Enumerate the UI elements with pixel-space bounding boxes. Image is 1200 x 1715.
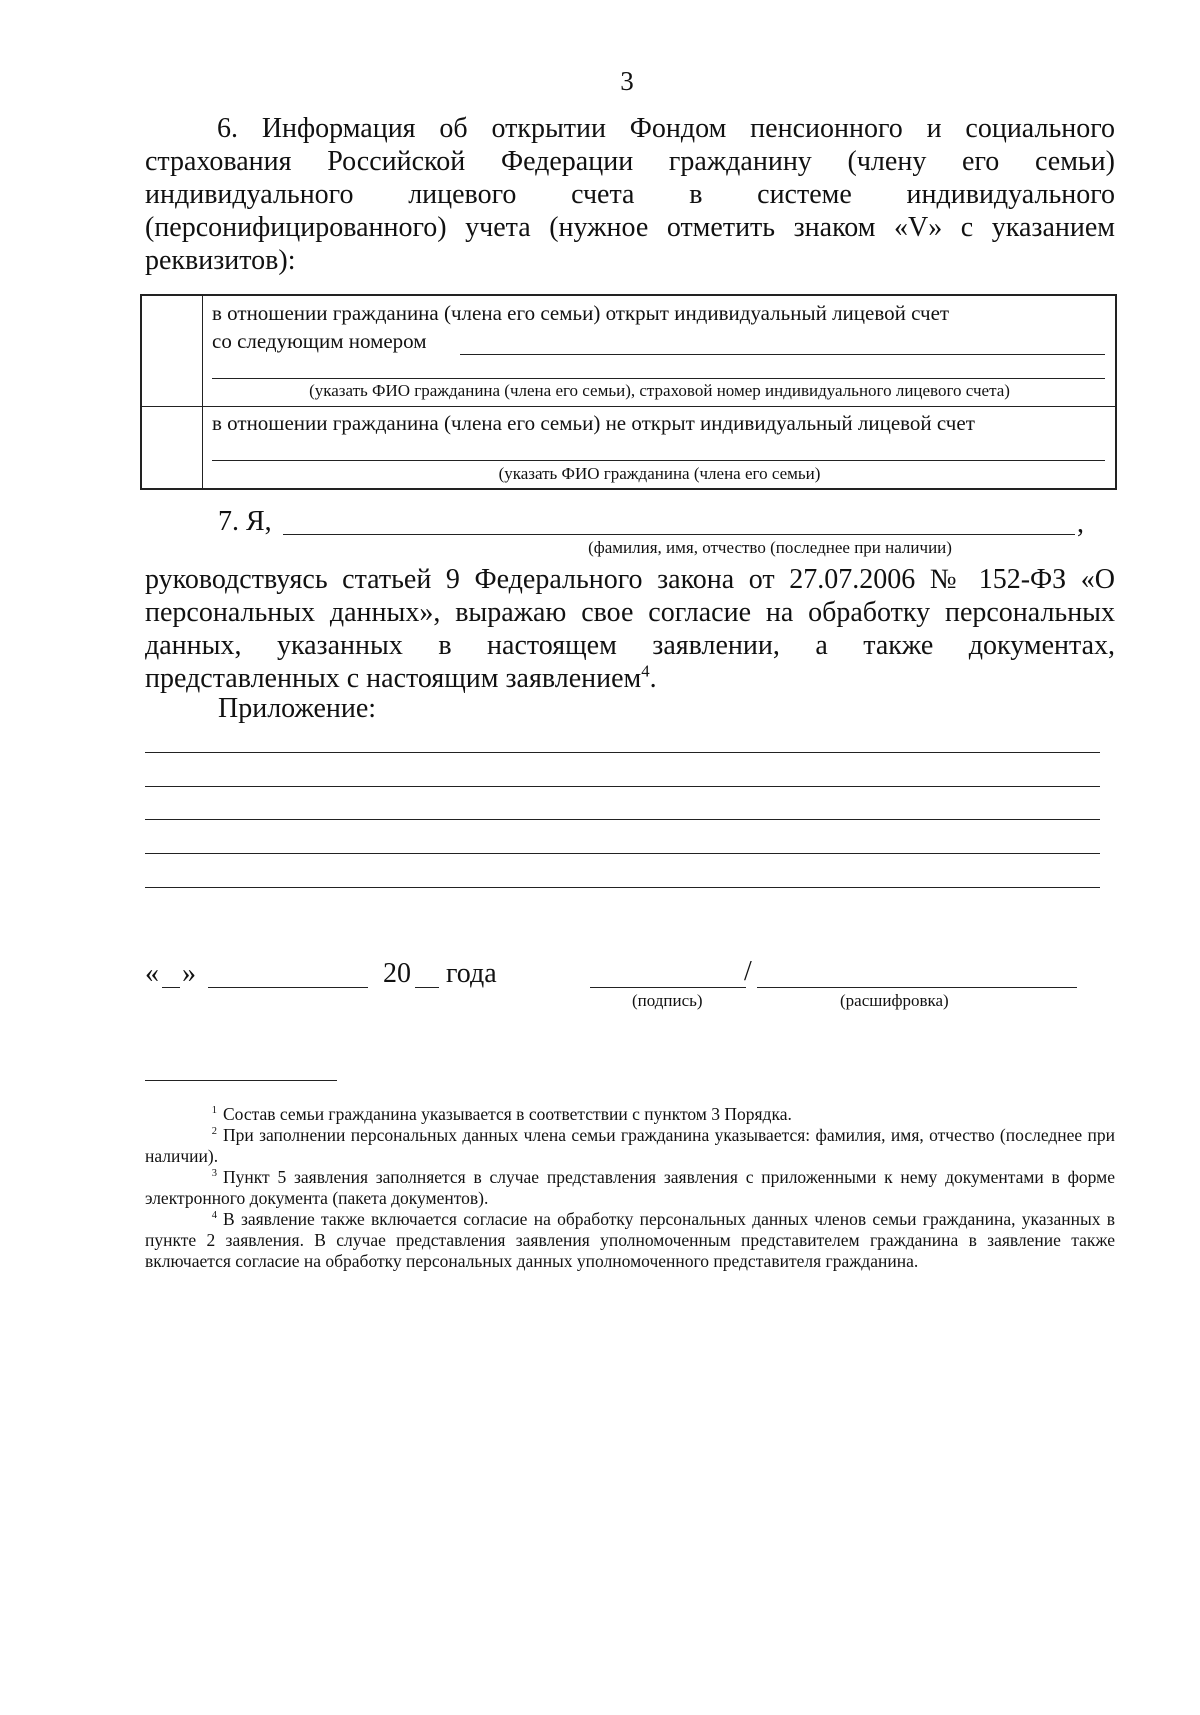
signature-caption: (подпись): [632, 991, 703, 1010]
appendix-line-5[interactable]: [145, 887, 1100, 888]
date-day-field[interactable]: [162, 987, 180, 988]
date-year-field[interactable]: [415, 987, 439, 988]
appendix-line-2[interactable]: [145, 786, 1100, 787]
row2-caption: (указать ФИО гражданина (члена его семьи): [498, 464, 821, 483]
section-7-head: 7. Я,: [218, 506, 272, 537]
applicant-fio-field[interactable]: [283, 534, 1075, 535]
footnote-1-number: 1: [211, 1105, 217, 1117]
signature-decode-field[interactable]: [757, 987, 1077, 988]
decode-caption: (расшифровка): [840, 991, 949, 1010]
footnote-4-number: 4: [211, 1210, 217, 1222]
date-quote-close: »: [182, 958, 196, 989]
date-month-field[interactable]: [208, 987, 368, 988]
signature-slash: /: [744, 956, 752, 987]
appendix-line-3[interactable]: [145, 819, 1100, 820]
section-6-paragraph: [145, 112, 1115, 277]
section-7-comma: ,: [1077, 508, 1084, 539]
section-6-text: 6. Информация об открытии Фондом пенсионного и социального страхования Российской Федерации гражданину (члену его семьи) индивидуального лицевого счета в системе индивидуального (персонифицированного) учета (нужное отметить знаком «V» с указанием реквизитов):: [145, 113, 1115, 276]
signature-field[interactable]: [590, 987, 746, 988]
section-7-paragraph: [145, 563, 1115, 695]
section-7-text: руководствуясь статьей 9 Федерального закона от 27.07.2006 № 152-ФЗ «О персональных данных», выражаю свое согласие на обработку персональных данных, указанных в настоящем заявлении, а также документах, представленных с настоящим заявлением: [145, 564, 1115, 694]
footnote-2-number: 2: [211, 1126, 217, 1138]
section-7-end: .: [649, 663, 657, 694]
row2-text: в отношении гражданина (члена его семьи) не открыт индивидуальный лицевой счет: [212, 411, 975, 435]
applicant-fio-caption: (фамилия, имя, отчество (последнее при наличии): [588, 538, 952, 557]
appendix-label: Приложение:: [218, 693, 377, 724]
date-year-suffix: года: [446, 958, 497, 989]
footnote-2-text: При заполнении персональных данных члена семьи гражданина указывается: фамилия, имя, отчество (последнее при наличии).: [145, 1125, 1115, 1166]
row1-text-line2: со следующим номером: [212, 329, 427, 353]
table-column-divider: [202, 296, 203, 488]
account-status-table: [140, 294, 1117, 490]
row1-account-number-field[interactable]: [460, 354, 1105, 355]
footnote-1-text: Состав семьи гражданина указывается в соответствии с пунктом 3 Порядка.: [223, 1104, 792, 1124]
footnote-separator: [145, 1080, 337, 1081]
footnote-3-text: Пункт 5 заявления заполняется в случае представления заявления с приложенными к нему документами в форме электронного документа (пакета документов).: [145, 1167, 1115, 1208]
row1-fio-field[interactable]: [212, 378, 1105, 379]
footnote-2: [145, 1125, 1115, 1167]
footnotes: [145, 1104, 1115, 1272]
row1-text-line1: в отношении гражданина (члена его семьи) открыт индивидуальный лицевой счет: [212, 301, 950, 325]
footnote-1: [145, 1104, 1115, 1125]
appendix-line-4[interactable]: [145, 853, 1100, 854]
page-number: 3: [620, 66, 634, 96]
date-year-prefix: 20: [383, 958, 411, 989]
row1-caption: (указать ФИО гражданина (члена его семьи), страховой номер индивидуального лицевого счета): [309, 381, 1010, 400]
row2-fio-field[interactable]: [212, 460, 1105, 461]
footnote-3: [145, 1167, 1115, 1209]
table-row-divider: [142, 406, 1115, 407]
footnote-ref-4: 4: [641, 661, 650, 681]
footnote-4-text: В заявление также включается согласие на обработку персональных данных членов семьи гражданина, указанных в пункте 2 заявления. В случае представления заявления уполномоченным представителем гражданина в заявление также включается согласие на обработку персональных данных уполномоченного представителя гражданина.: [145, 1209, 1115, 1271]
appendix-line-1[interactable]: [145, 752, 1100, 753]
footnote-4: [145, 1209, 1115, 1272]
date-quote-open: «: [145, 958, 159, 989]
footnote-3-number: 3: [211, 1168, 217, 1180]
